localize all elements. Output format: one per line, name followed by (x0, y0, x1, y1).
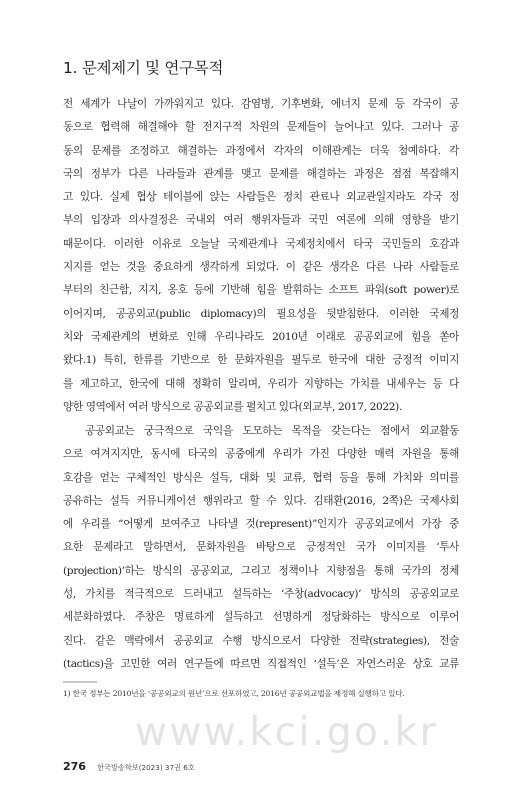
text-line: 부터의 친근함, 지지, 옹호 등에 기반해 힘을 발휘하는 소프트 파워(soft power)로 (63, 284, 459, 297)
text-line: 국의 정부가 다른 나라들과 관계를 맺고 문제를 해결하는 과정은 점점 복잡해지 (63, 167, 459, 180)
text-line: 고 있다. 실제 협상 테이블에 앉는 사람들은 정치 관료나 외교관일지라도 각국 정 (63, 191, 459, 204)
text-line: 에 우리를 “어떻게 보여주고 나타낼 것(represent)”인지가 공공외교에서 가장 중 (63, 518, 459, 531)
text-line: 이어지며, 공공외교(public diplomacy)의 필요성을 뒷받침한다. 이러한 국제정 (63, 307, 459, 320)
text-line: 왔다.1) 특히, 한류를 기반으로 한 문화자원을 필두로 한국에 대한 긍정적 이미지 (63, 354, 459, 367)
text-line: (projection)’하는 방식의 공공외교, 그리고 정책이나 지향점을 통해 국가의 정체 (63, 564, 459, 577)
text-line: 전 세계가 나날이 가까워지고 있다. 감염병, 기후변화, 에너지 문제 등 각국이 공 (63, 98, 459, 110)
watermark: www.kci.go.kr (135, 710, 439, 755)
text-line: 호감을 얻는 구체적인 방식은 설득, 대화 및 교류, 협력 등을 통해 가치와 의미를 (63, 471, 459, 484)
journal-citation: 한국방송학보(2023) 37권 6호 (97, 763, 195, 772)
page-footer (63, 755, 195, 774)
text-line: 를 제고하고, 한국에 대해 정확히 알리며, 우리가 지향하는 가치를 내세우는 등 다 (63, 377, 459, 390)
paragraph-1 (63, 93, 459, 419)
paragraph-2 (63, 420, 459, 676)
text-line: 때문이다. 이러한 이유로 오늘날 국제관계나 국제정치에서 타국 국민들의 호감과 (63, 237, 459, 250)
text-line: 공유하는 설득 커뮤니케이션 행위라고 할 수 있다. 김태환(2016, 2쪽)은 국제사회 (63, 494, 459, 507)
text-line: 성, 가치를 적극적으로 드러내고 설득하는 ‘주창(advocacy)’ 방식의 공공외교로 (63, 588, 459, 601)
text-line: 양한 영역에서 여러 방식으로 공공외교를 펼치고 있다(외교부, 2017, 2022). (63, 400, 402, 413)
text-line: 요한 문제라고 말하면서, 문화자원을 바탕으로 긍정적인 국가 이미지를 ‘투사 (63, 541, 459, 554)
text-line: 세분화하였다. 주창은 명료하게 설득하고 선명하게 정당화하는 방식으로 이루어 (63, 611, 459, 624)
footnote: 1) 한국 정부는 2010년을 ‘공공외교의 원년’으로 선포하였고, 2016년 공공외교법을 제정해 실행하고 있다. (63, 689, 405, 698)
section-heading: 1. 문제제기 및 연구목적 (63, 59, 224, 77)
footnote-divider (63, 681, 97, 683)
text-line: 으로 여겨지지만, 동시에 타국의 공중에게 우리가 가진 다양한 매력 자원을 통해 (63, 448, 459, 461)
text-line: 치와 국제관계의 변화로 인해 우리나라도 2010년 이래로 공공외교에 힘을 쏟아 (63, 330, 459, 343)
text-line: 동의 문제를 조정하고 해결하는 과정에서 각자의 이해관계는 더욱 첨예하다. 각 (63, 144, 459, 157)
text-line: 공공외교는 궁극적으로 국익을 도모하는 목적을 갖는다는 점에서 외교활동 (85, 425, 459, 437)
text-line: 지지를 얻는 것을 중요하게 생각하게 되었다. 이 같은 생각은 다른 나라 사람들로 (63, 261, 459, 274)
text-line: (tactics)을 고민한 여러 연구들에 따르면 직접적인 ‘설득’은 자연스러운 상호 교류 (63, 657, 459, 670)
text-line: 진다. 같은 맥락에서 공공외교 수행 방식으로서 다양한 전략(strategies), 전술 (63, 634, 459, 647)
page-number: 276 (63, 760, 86, 773)
text-line: 동으로 협력해 해결해야 할 전지구적 차원의 문제들이 늘어나고 있다. 그러나 공 (63, 121, 459, 134)
text-line: 부의 입장과 의사결정은 국내외 여러 행위자들과 국민 여론에 의해 영향을 받기 (63, 214, 459, 227)
